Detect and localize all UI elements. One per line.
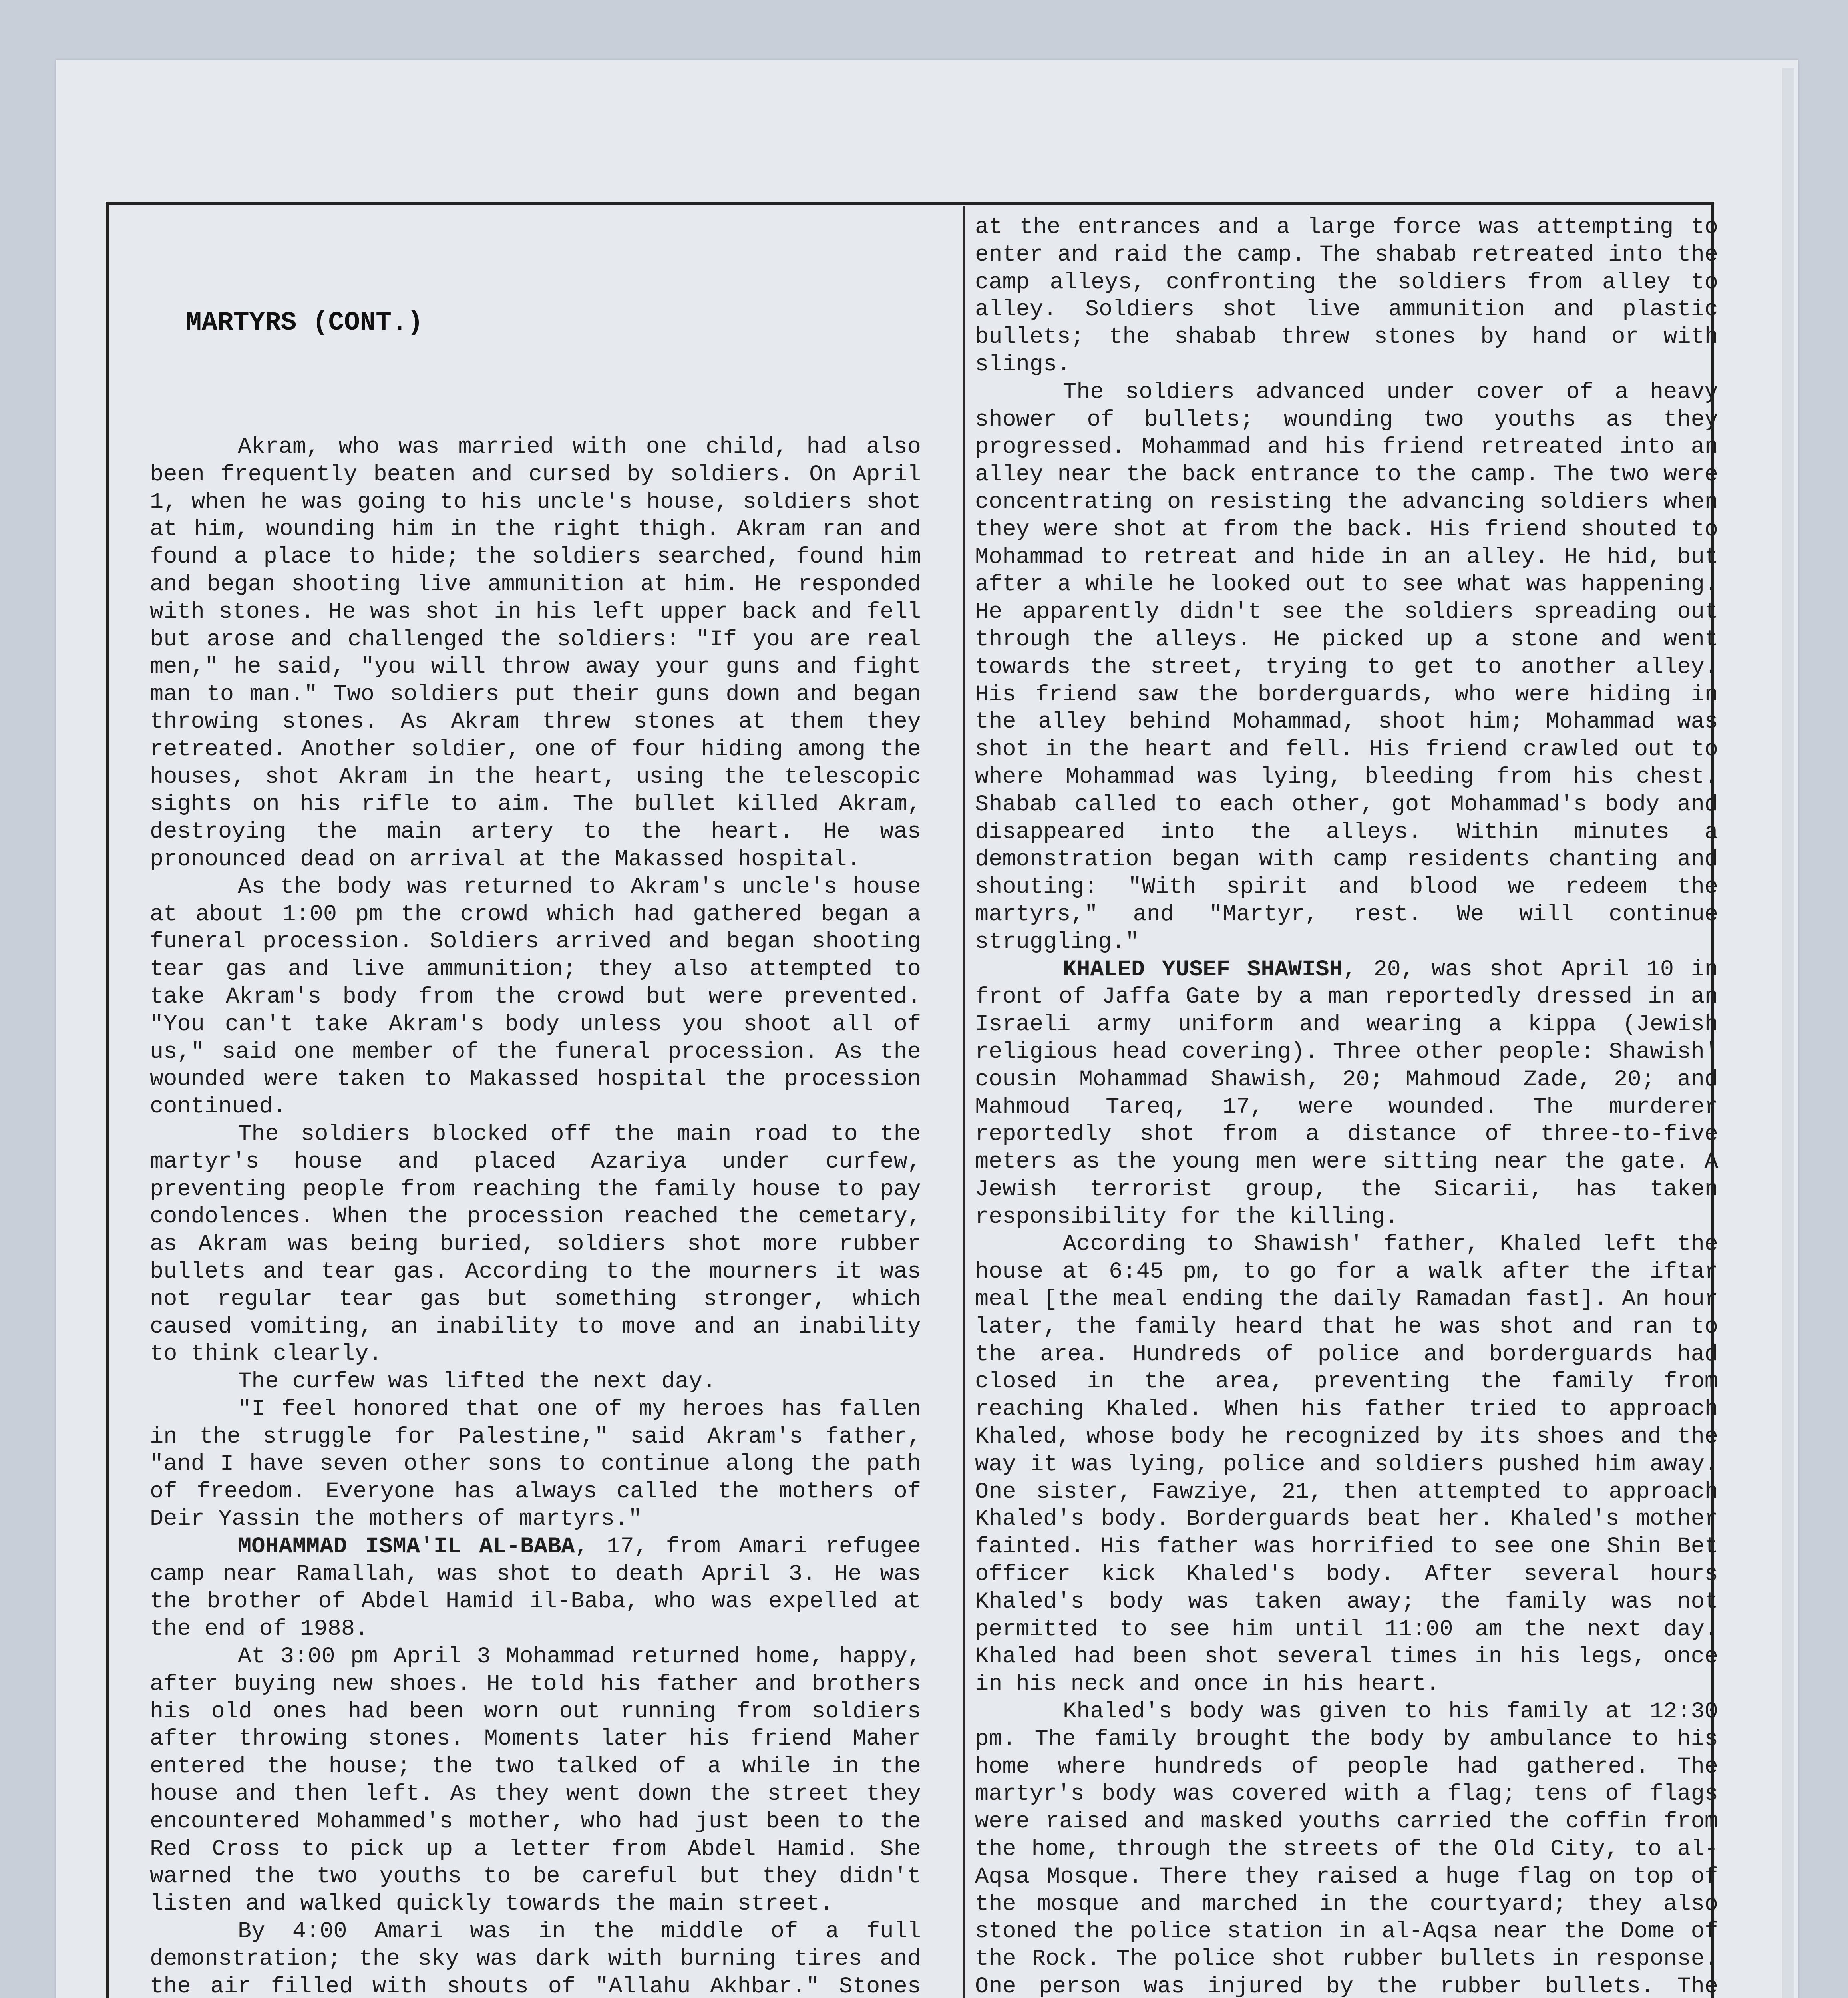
paragraph — [975, 214, 1718, 379]
paragraph-text: The soldiers blocked off the main road to the martyr's house and placed Azariya under curfew, preventing people from reaching the family house to pay condolences. When the procession reached the cemetary, as Akram was being buried, soldiers shot more rubber bullets and tear gas. According to the mourners it was not regular tear gas but something stronger, which caused vomiting, an inability to move and an inability to think clearly. — [150, 1121, 921, 1367]
paragraph — [150, 1533, 921, 1643]
paragraph-text: At 3:00 pm April 3 Mohammad returned home, happy, after buying new shoes. He told his father and brothers his old ones had been worn out running from soldiers after throwing stones. Moments later his friend Maher entered the house; the two talked of a while in the house and then left. As they went down the street they encountered Mohammed's mother, who had just been to the Red Cross to pick up a letter from Abdel Hamid. She warned the two youths to be careful but they didn't listen and walked quickly towards the main street. — [150, 1644, 921, 1917]
paragraph-text: , 20, was shot April 10 in front of Jaffa Gate by a man reportedly dressed in an Israeli army uniform and wearing a kippa (Jewish religious head covering). Three other people: Shawish' cousin Mohammad Shawish, 20; Mahmoud Zade, 20; and Mahmoud Tareq, 17, were wounded. The murderer reportedly shot from a distance of three-to-five meters as the young men were sitting near the gate. A Jewish terrorist group, the Sicarii, has taken responsibility for the killing. — [975, 957, 1718, 1230]
paper-edge — [1782, 68, 1794, 1998]
paragraph — [150, 1396, 921, 1533]
paragraph-text: , 17, from Amari refugee camp near Ramallah, was shot to death April 3. He was the brother of Abdel Hamid il-Baba, who was expelled at the end of 1988. — [150, 1534, 921, 1642]
paragraph — [975, 1231, 1718, 1698]
paragraph-text: The curfew was lifted the next day. — [238, 1369, 716, 1395]
left-column — [150, 434, 921, 1998]
paragraph — [150, 1643, 921, 1918]
paragraph — [150, 1368, 921, 1396]
paragraph-text: According to Shawish' father, Khaled left the house at 6:45 pm, to go for a walk after the iftar meal [the meal ending the daily Ramadan fast]. An hour later, the family heard that he was shot and ran to the area. Hundreds of police and borderguards had closed in the area, preventing the family from reaching Khaled. When his father tried to approach Khaled, whose body he recognized by its shoes and the way it was lying, police and soldiers pushed him away. One sister, Fawziye, 21, then attempted to approach Khaled's body. Borderguards beat her. Khaled's mother fainted. His father was horrified to see one Shin Bet officer kick Khaled's body. After several hours Khaled's body was taken away; the family was not permitted to see him until 11:00 am the next day. Khaled had been shot several times in his legs, once in his neck and once in his heart. — [975, 1232, 1718, 1698]
paragraph-text: at the entrances and a large force was attempting to enter and raid the camp. The shabab retreated into the camp alleys, confronting the soldiers from alley to alley. Soldiers shot live ammunition and plastic bullets; the shabab threw stones by hand or with slings. — [975, 215, 1718, 378]
name-lead: KHALED YUSEF SHAWISH — [1063, 957, 1343, 983]
name-lead: MOHAMMAD ISMA'IL AL-BABA — [238, 1534, 575, 1560]
paragraph-text: As the body was returned to Akram's uncle's house at about 1:00 pm the crowd which had gathered began a funeral procession. Soldiers arrived and began shooting tear gas and live ammunition; they also attempted to take Akram's body from the crowd but were prevented. "You can't take Akram's body unless you shoot all of us," said one member of the funeral procession. As the wounded were taken to Makassed hospital the procession continued. — [150, 874, 921, 1120]
paragraph — [975, 956, 1718, 1231]
column-divider — [963, 206, 965, 1998]
paragraph — [150, 1121, 921, 1368]
paragraph — [975, 1698, 1718, 1998]
section-heading: MARTYRS (CONT.) — [186, 308, 424, 338]
paragraph-text: By 4:00 Amari was in the middle of a full demonstration; the sky was dark with burning tires and the air filled with shouts of "Allahu Akhbar." Stones — [150, 1919, 921, 1998]
paragraph-text: The soldiers advanced under cover of a heavy shower of bullets; wounding two youths as they progressed. Mohammad and his friend retreated into an alley near the back entrance to the camp. The two were concentrating on resisting the advancing soldiers when they were shot at from the back. His friend shouted to Mohammad to retreat and hide in an alley. He hid, but after a while he looked out to see what was happening. He apparently didn't see the soldiers spreading out through the alleys. He picked up a stone and went towards the street, trying to get to another alley. His friend saw the borderguards, who were hiding in the alley behind Mohammad, shoot him; Mohammad was shot in the heart and fell. His friend crawled out to where Mohammad was lying, bleeding from his chest. Shabab called to each other, got Mohammad's body and disappeared into the alleys. Within minutes a demonstration began with camp residents chanting and shouting: "With spirit and blood we redeem the martyrs," and "Martyr, rest. We will continue struggling." — [975, 379, 1718, 955]
paragraph — [150, 434, 921, 874]
paragraph — [150, 1918, 921, 1998]
right-column — [975, 214, 1718, 1998]
paragraph — [975, 379, 1718, 956]
paragraph-text: Akram, who was married with one child, had also been frequently beaten and cursed by soldiers. On April 1, when he was going to his uncle's house, soldiers shot at him, wounding him in the right thigh. Akram ran and found a place to hide; the soldiers searched, found him and began shooting live ammunition at him. He responded with stones. He was shot in his left upper back and fell but arose and challenged the soldiers: "If you are real men," he said, "you will throw away your guns and fight man to man." Two soldiers put their guns down and began throwing stones. As Akram threw stones at them they retreated. Another soldier, one of four hiding among the houses, shot Akram in the heart, using the telescopic sights on his rifle to aim. The bullet killed Akram, destroying the main artery to the heart. He was pronounced dead on arrival at the Makassed hospital. — [150, 434, 921, 872]
paragraph-text: "I feel honored that one of my heroes has fallen in the struggle for Palestine," said Akram's father, "and I have seven other sons to continue along the path of freedom. Everyone has always called the mothers of Deir Yassin the mothers of martyrs." — [150, 1396, 921, 1532]
paragraph — [150, 874, 921, 1121]
paragraph-text: Khaled's body was given to his family at 12:30 pm. The family brought the body by ambulance to his home where hundreds of people had gathered. The martyr's body was covered with a flag; tens of flags were raised and masked youths carried the coffin from the home, through the streets of the Old City, to al-Aqsa Mosque. There they raised a huge flag on top of the mosque and marched in the courtyard; they also stoned the police station in al-Aqsa near the Dome of the Rock. The police shot rubber bullets in response. One person was injured by the rubber bullets. The — [975, 1699, 1718, 1998]
